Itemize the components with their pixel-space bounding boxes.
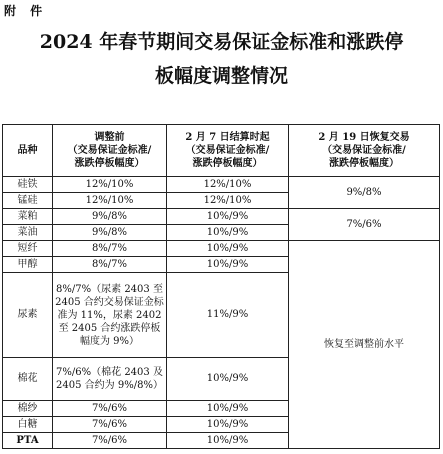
cell-variety: 短纤 [3,241,53,257]
cell-feb7: 12%/10% [167,177,289,193]
table-row [3,209,440,225]
cell-before: 8%/7% [53,241,167,257]
cell-variety: 甲醇 [3,257,53,273]
cell-variety: 白糖 [3,417,53,433]
cell-variety: 菜粕 [3,209,53,225]
cell-variety: 尿素 [3,273,53,358]
header-before: 调整前 （交易保证金标准/ 涨跌停板幅度） [53,125,167,177]
attachment-label: 附 件 [4,4,48,18]
adjustment-table [2,124,440,449]
table-row [3,241,440,257]
cell-variety: PTA [3,433,53,449]
header-feb7: 2 月 7 日结算时起 （交易保证金标准/ 涨跌停板幅度） [167,125,289,177]
cell-feb7: 10%/9% [167,433,289,449]
cell-before: 9%/8% [53,225,167,241]
cell-feb7: 10%/9% [167,209,289,225]
cell-feb7: 11%/9% [167,273,289,358]
cell-before: 12%/10% [53,177,167,193]
cell-variety: 棉纱 [3,401,53,417]
document-title-line2: 板幅度调整情况 [154,65,288,87]
cell-variety: 锰硅 [3,193,53,209]
cell-variety: 硅铁 [3,177,53,193]
cell-feb7: 10%/9% [167,225,289,241]
cell-before: 7%/6%（棉花 2403 及 2405 合约为 9%/8%） [53,358,167,401]
header-variety: 品种 [3,125,53,177]
cell-before: 9%/8% [53,209,167,225]
table-header-row [3,125,440,177]
document-title-line1: 2024 年春节期间交易保证金标准和涨跌停 [39,31,404,53]
cell-feb7: 10%/9% [167,417,289,433]
header-feb19: 2 月 19 日恢复交易 （交易保证金标准/ 涨跌停板幅度） [289,125,440,177]
cell-feb7: 10%/9% [167,401,289,417]
cell-feb19-ferroalloy: 9%/8% [289,177,440,209]
cell-feb7: 10%/9% [167,241,289,257]
cell-before: 7%/6% [53,417,167,433]
cell-before: 8%/7% [53,257,167,273]
cell-before: 7%/6% [53,433,167,449]
cell-feb19-restore: 恢复至调整前水平 [289,241,440,449]
cell-feb7: 10%/9% [167,257,289,273]
cell-before: 12%/10% [53,193,167,209]
cell-before: 7%/6% [53,401,167,417]
cell-feb7: 12%/10% [167,193,289,209]
cell-feb7: 10%/9% [167,358,289,401]
cell-variety: 菜油 [3,225,53,241]
cell-variety: 棉花 [3,358,53,401]
table-row [3,177,440,193]
cell-feb19-rapeseed: 7%/6% [289,209,440,241]
cell-before: 8%/7%（尿素 2403 至 2405 合约交易保证金标准为 11%，尿素 2402 至 2405 合约涨跌停板幅度为 9%） [53,273,167,358]
